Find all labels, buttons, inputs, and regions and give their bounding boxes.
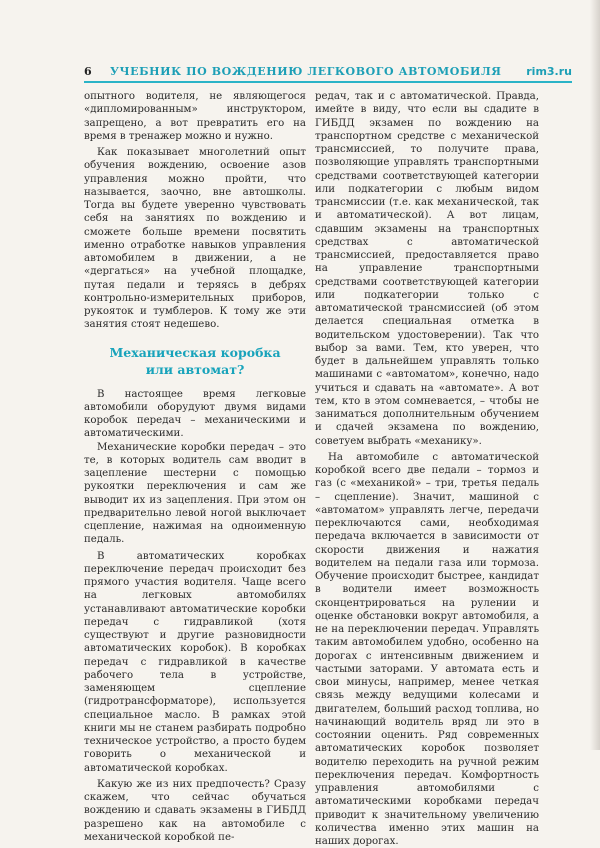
section-heading-line: Механическая коробка: [109, 344, 281, 360]
paragraph: На автомобиле с автоматической коробкой всего две педали – тормоз и газ (с «механикой» – три, третья педаль – сцепление). Значит, машиной с «автоматом» управлять легче, передачи переключаются сами, необходимая передача включается в зависимости от скорости движения и нажатия водителем на педали газа или тормоза. Обучение происходит быстрее, кандидат в водители имеет возможность сконцентрироваться на рулении и оценке обстановки вокруг автомобиля, а не на переключении передач. Управлять таким автомобилем удобно, особенно на дорогах с интенсивным движением и частыми заторами. У автомата есть и свои минусы, например, менее четкая связь между ведущими колесами и двигателем, больший расход топлива, но начинающий водитель вряд ли это в состоянии оценить. Ряд современных автоматических коробок позволяет водителю переходить на ручной режим переключения передач. Комфортность управления автомобилями с автоматическими коробками передач приводит к значительному увеличению количества именно этих машин на наших дорогах.: [315, 451, 539, 847]
page-number: 6: [84, 65, 92, 78]
site-name: rim3.ru: [526, 65, 572, 78]
section-heading-line: или автомат?: [145, 361, 245, 377]
left-column: [84, 90, 306, 844]
paragraph: опытного водителя, не являющегося «дипломированным» инструктором, запрещено, а вот превратить его на время в тренажер можно и нужно.: [84, 91, 306, 142]
paragraph: Как показывает многолетний опыт обучения вождению, освоение азов управления можно пройти, что называется, заочно, вне автошколы. Тогда вы будете уверенно чувствовать себя на занятиях по вождению и сможете больше времени посвятить именно отработке навыков управления автомобилем в движении, а не «дергаться» на учебной площадке, путая педали и теряясь в дебрях контрольно-измерительных приборов, рукояток и тумблеров. К тому же эти занятия стоят недешево.: [84, 147, 306, 331]
paragraph: Какую же из них предпочесть? Сразу скажем, что сейчас обучаться вождению и сдавать экзамены в ГИБДД разрешено как на автомобиле с механической коробкой пе-: [84, 778, 306, 843]
paragraph: В автоматических коробках переключение передач происходит без прямого участия водителя. Чаще всего на легковых автомобилях устанавливают автоматические коробки передач с гидравликой (хотя существуют и другие разновидности автоматических коробок). В коробках передач с гидравликой в качестве рабочего тела в устройстве, заменяющем сцепление (гидротрансформаторе), используется специальное масло. В рамках этой книги мы не станем разбирать подробно техническое устройство, а просто будем говорить о механической и автоматической коробках.: [84, 550, 306, 774]
right-column: [315, 90, 539, 848]
running-title: УЧЕБНИК ПО ВОЖДЕНИЮ ЛЕГКОВОГО АВТОМОБИЛЯ: [110, 65, 502, 78]
paragraph: Механические коробки передач – это те, в которых водитель сам вводит в зацепление шестерни с помощью рукоятки переключения и сам же выводит их из зацепления. При этом он предварительно левой ногой выключает сцепление, нажимая на одноименную педаль.: [84, 441, 306, 546]
page-header: [84, 54, 572, 83]
section-heading: [84, 344, 306, 378]
paragraph: редач, так и с автоматической. Правда, имейте в виду, что если вы сдадите в ГИБДД экзамен по вождению на транспортном средстве с механической трансмиссией, то получите права, позволяющие управлять транспортными средствами соответствующей категории или подкатегории с любым видом трансмиссии (т.е. как механической, так и автоматической). А вот лицам, сдавшим экзамены на транспортных средствах с автоматической трансмиссией, предоставляется право на управление транспортными средствами соответствующей категории или подкатегории только с автоматической трансмиссией (об этом делается специальная отметка в водительском удостоверении). Так что выбор за вами. Тем, кто уверен, что будет в дальнейшем управлять только машинами с «автоматом», конечно, надо учиться и сдавать на «автомате». А вот тем, кто в этом сомневается, – чтобы не заниматься дополнительным обучением и сдачей экзамена по вождению, советуем выбрать «механику».: [315, 91, 539, 447]
paragraph: В настоящее время легковые автомобили оборудуют двумя видами коробок передач – механическими и автоматическими.: [84, 388, 306, 440]
page-edge-shadow: [590, 0, 600, 750]
